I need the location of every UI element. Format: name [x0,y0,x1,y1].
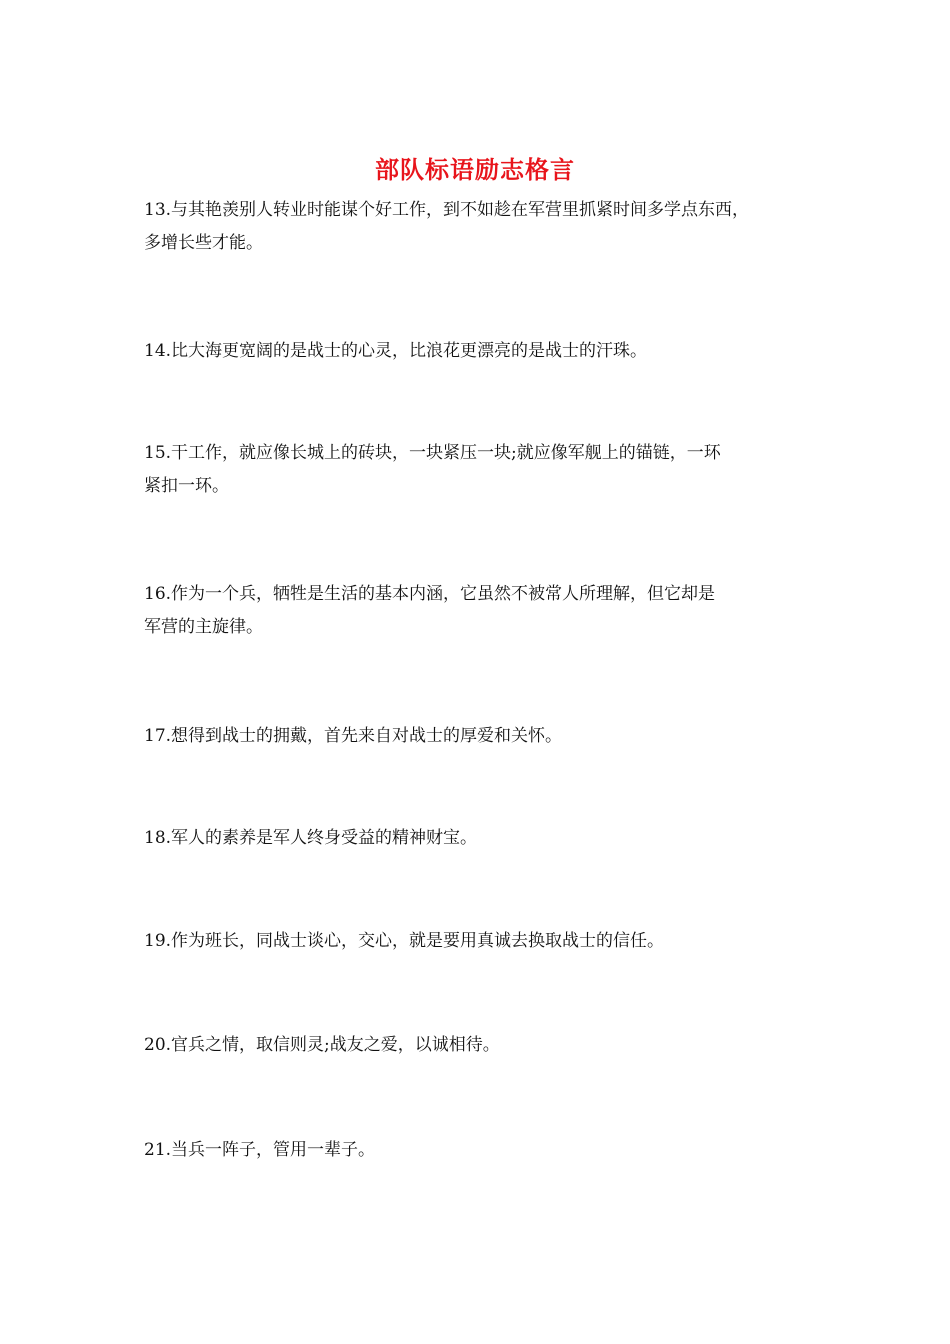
list-item [144,335,824,368]
list-item [144,437,824,503]
entry-line: 13.与其艳羡别人转业时能谋个好工作，到不如趁在军营里抓紧时间多学点东西， [144,200,750,220]
entry-line: 16.作为一个兵，牺牲是生活的基本内涵，它虽然不被常人所理解，但它却是 [144,584,716,604]
entry-line: 15.干工作，就应像长城上的砖块，一块紧压一块;就应像军舰上的锚链，一环 [144,443,721,463]
entry-line: 17.想得到战士的拥戴，首先来自对战士的厚爱和关怀。 [144,726,563,746]
entry-line: 21.当兵一阵子，管用一辈子。 [144,1140,376,1160]
entry-line: 14.比大海更宽阔的是战士的心灵，比浪花更漂亮的是战士的汗珠。 [144,341,648,361]
entry-line: 军营的主旋律。 [144,617,263,637]
list-item [144,822,824,855]
entry-line: 多增长些才能。 [144,233,263,253]
page-title: 部队标语励志格言 [375,155,575,184]
list-item [144,720,824,753]
entry-line: 19.作为班长，同战士谈心，交心，就是要用真诚去换取战士的信任。 [144,931,665,951]
entry-line: 紧扣一环。 [144,476,229,496]
list-item [144,578,824,644]
list-item [144,194,824,260]
entry-line: 18.军人的素养是军人终身受益的精神财宝。 [144,828,478,848]
list-item [144,1134,824,1167]
entry-line: 20.官兵之情，取信则灵;战友之爱，以诚相待。 [144,1035,500,1055]
list-item [144,925,824,958]
list-item [144,1029,824,1062]
